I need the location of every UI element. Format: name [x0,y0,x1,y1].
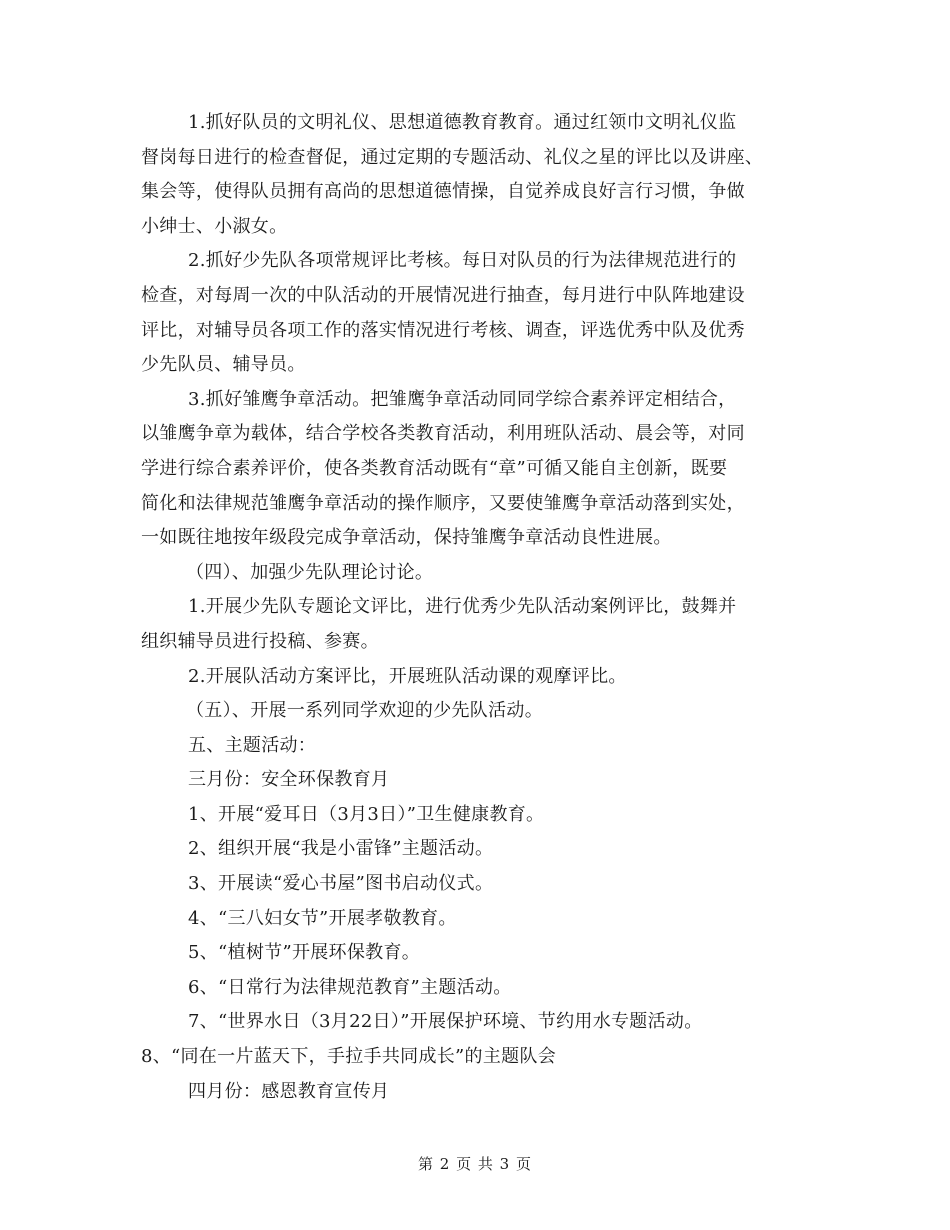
paragraph-line: 3.抓好雏鹰争章活动。把雏鹰争章活动同同学综合素养评定相结合， [188,388,737,410]
paragraph-line: 学进行综合素养评价，使各类教育活动既有“章”可循又能自主创新，既要 [141,457,728,479]
paragraph-line: 2.开展队活动方案评比，开展班队活动课的观摩评比。 [188,665,627,687]
paragraph-line: 检查，对每周一次的中队活动的开展情况进行抽查，每月进行中队阵地建设 [141,284,745,306]
month-heading: 三月份：安全环保教育月 [188,769,390,791]
list-item: 2、组织开展“我是小雷锋”主题活动。 [188,838,494,860]
month-heading: 四月份：感恩教育宣传月 [188,1080,390,1102]
paragraph-line: 一如既往地按年级段完成争章活动，保持雏鹰争章活动良性进展。 [141,527,672,549]
paragraph-line: 1.开展少先队专题论文评比，进行优秀少先队活动案例评比，鼓舞并 [188,596,737,618]
section-heading: 五、主题活动： [188,734,317,756]
list-item: 6、“日常行为法律规范教育”主题活动。 [188,976,512,998]
list-item: 3、开展读“爱心书屋”图书启动仪式。 [188,873,494,895]
paragraph-line: 以雏鹰争章为载体，结合学校各类教育活动，利用班队活动、晨会等，对同 [141,423,745,445]
paragraph-line: 督岗每日进行的检查督促，通过定期的专题活动、礼仪之星的评比以及讲座、 [141,146,764,168]
paragraph-line: 简化和法律规范雏鹰争章活动的操作顺序，又要使雏鹰争章活动落到实处， [141,492,745,514]
page-number-footer: 第 2 页 共 3 页 [418,1155,532,1173]
paragraph-line: 1.抓好队员的文明礼仪、思想道德教育教育。通过红领巾文明礼仪监 [188,112,737,133]
section-heading: （四）、加强少先队理论讨论。 [186,561,434,583]
list-item: 1、开展“爱耳日（3月3日）”卫生健康教育。 [188,803,545,825]
paragraph-line: 集会等，使得队员拥有高尚的思想道德情操，自觉养成良好言行习惯，争做 [141,181,745,203]
paragraph-line: 组织辅导员进行投稿、参赛。 [141,630,379,652]
paragraph-line: 评比，对辅导员各项工作的落实情况进行考核、调查，评选优秀中队及优秀 [141,319,745,341]
paragraph-line: 少先队员、辅导员。 [141,354,306,376]
list-item: 7、“世界水日（3月22日）”开展保护环境、节约用水专题活动。 [188,1011,703,1033]
list-item: 8、“同在一片蓝天下，手拉手共同成长”的主题队会 [141,1046,557,1068]
list-item: 4、“三八妇女节”开展孝敬教育。 [188,907,457,929]
section-heading: （五）、开展一系列同学欢迎的少先队活动。 [186,700,543,722]
paragraph-line: 小绅士、小淑女。 [141,215,288,237]
document-body [141,106,841,1109]
paragraph-line: 2.抓好少先队各项常规评比考核。每日对队员的行为法律规范进行的 [188,250,737,272]
list-item: 5、“植树节”开展环保教育。 [188,942,421,964]
